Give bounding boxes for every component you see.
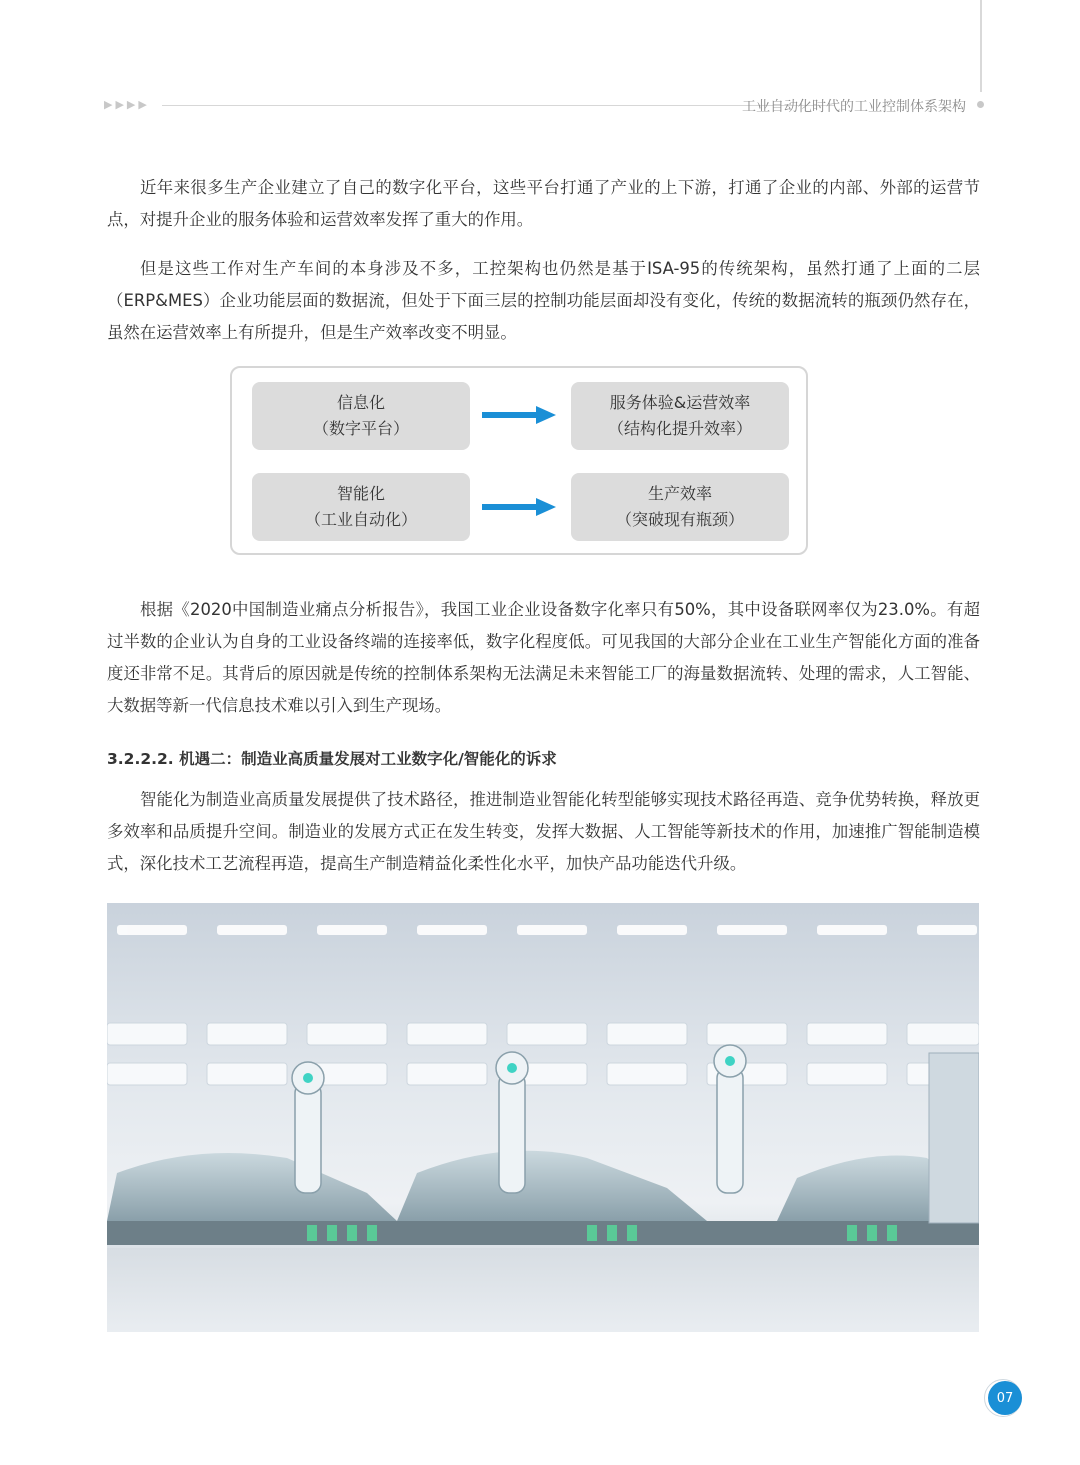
- transformation-diagram: [230, 366, 808, 555]
- box-subtitle: （工业自动化）: [304, 510, 417, 529]
- header-title: 工业自动化时代的工业控制体系架构: [742, 99, 966, 115]
- header-vertical-rule: [980, 0, 982, 92]
- paragraph-1: 近年来很多生产企业建立了自己的数字化平台，这些平台打通了产业的上下游，打通了企业的内部、外部的运营节点，对提升企业的服务体验和运营效率发挥了重大的作用。: [107, 178, 980, 229]
- factory-robots-photo: [107, 903, 979, 1332]
- section-subheading: 3.2.2.2. 机遇二：制造业高质量发展对工业数字化/智能化的诉求: [107, 750, 557, 768]
- box-subtitle: （数字平台）: [312, 419, 409, 438]
- arrow-right-icon: [482, 498, 556, 516]
- diagram-box-service-experience: [571, 382, 789, 450]
- box-title: 生产效率: [647, 484, 712, 503]
- box-subtitle: （结构化提升效率）: [607, 419, 752, 438]
- page-number-badge: [984, 1379, 1022, 1417]
- paragraph-4: 智能化为制造业高质量发展提供了技术路径，推进制造业智能化转型能够实现技术路径再造、竞争优势转换，释放更多效率和品质提升空间。制造业的发展方式正在发生转变，发挥大数据、人工智能等新技术的作用，加速推广智能制造模式，深化技术工艺流程再造，提高生产制造精益化柔性化水平，加快产品功能迭代升级。: [107, 790, 980, 873]
- header-dot-icon: [977, 101, 984, 108]
- diagram-box-intelligentization: [252, 473, 470, 541]
- robotic-assembly-line-image: [107, 903, 979, 1332]
- page-number: 07: [988, 1381, 1022, 1415]
- box-title: 服务体验&运营效率: [609, 393, 751, 412]
- box-title: 信息化: [336, 393, 385, 412]
- paragraph-3: 根据《2020中国制造业痛点分析报告》，我国工业企业设备数字化率只有50%，其中设备联网率仅为23.0%。有超过半数的企业认为自身的工业设备终端的连接率低，数字化程度低。可见我国的大部分企业在工业生产智能化方面的准备度还非常不足。其背后的原因就是传统的控制体系架构无法满足未来智能工厂的海量数据流转、处理的需求，人工智能、大数据等新一代信息技术难以引入到生产现场。: [107, 600, 980, 715]
- arrow-right-icon: [482, 406, 556, 424]
- header-arrow-icons: ▶▶▶▶: [104, 98, 150, 111]
- diagram-box-production-efficiency: [571, 473, 789, 541]
- running-header: [104, 96, 984, 116]
- paragraph-2: 但是这些工作对生产车间的本身涉及不多，工控架构也仍然是基于ISA-95的传统架构，虽然打通了上面的二层（ERP&MES）企业功能层面的数据流，但处于下面三层的控制功能层面却没有变化，传统的数据流转的瓶颈仍然存在，虽然在运营效率上有所提升，但是生产效率改变不明显。: [107, 259, 980, 342]
- diagram-box-informatization: [252, 382, 470, 450]
- box-subtitle: （突破现有瓶颈）: [615, 510, 744, 529]
- header-rule: [162, 105, 834, 106]
- box-title: 智能化: [336, 484, 385, 503]
